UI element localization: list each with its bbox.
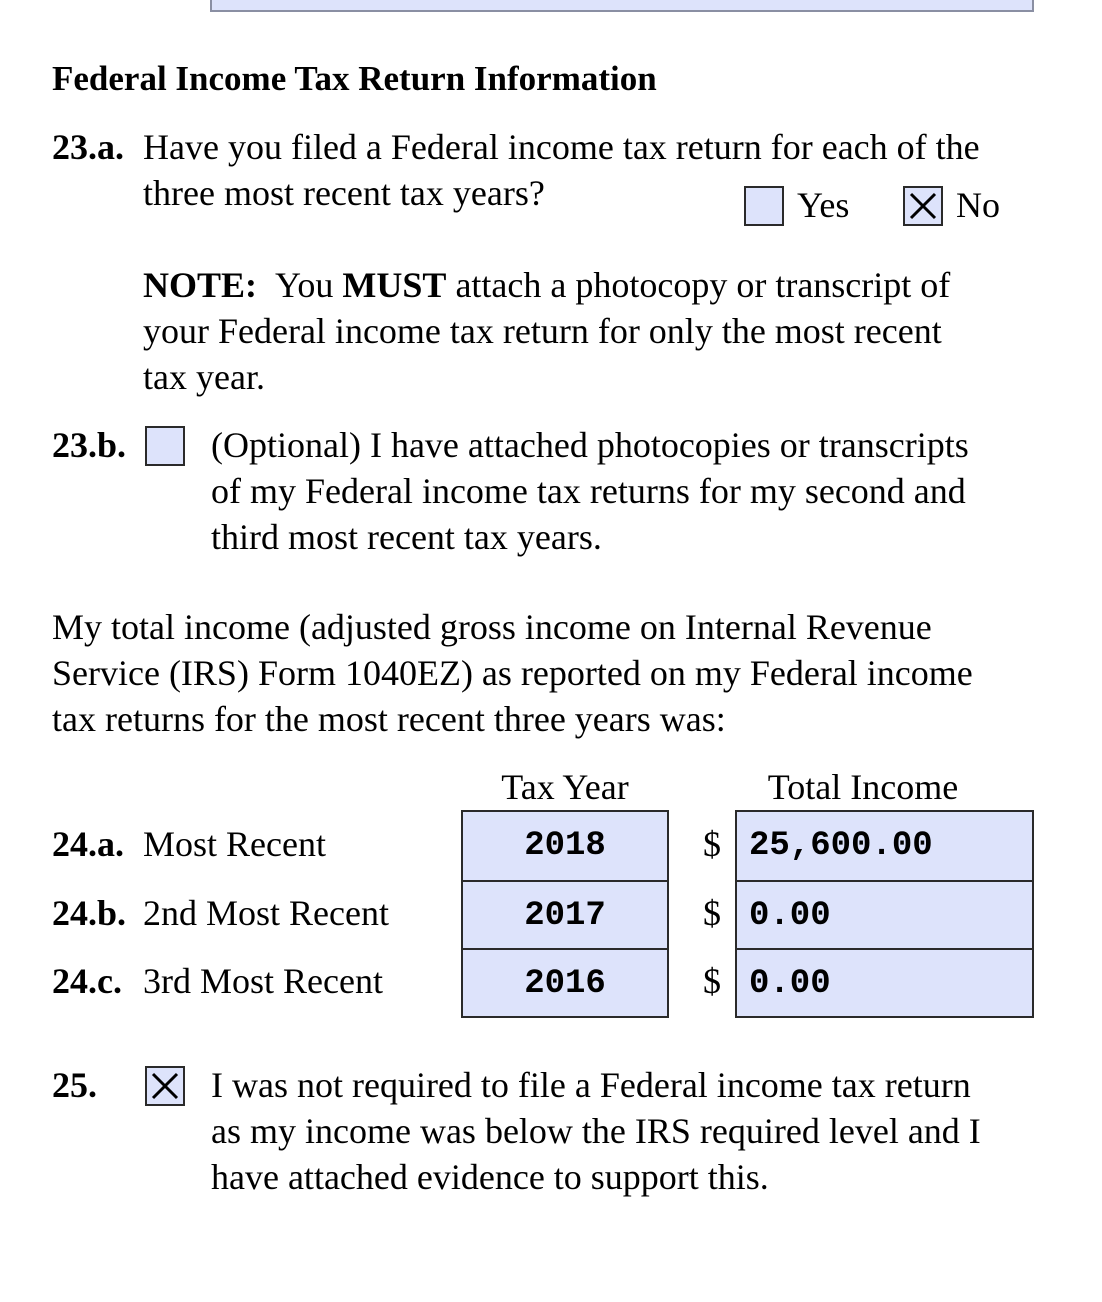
currency-symbol-24a: $ bbox=[703, 824, 721, 864]
row-label-24a: Most Recent bbox=[143, 824, 326, 864]
total-income-input-24a[interactable]: 25,600.00 bbox=[749, 827, 933, 865]
row-number-24c: 24.c. bbox=[52, 961, 122, 1001]
currency-symbol-24b: $ bbox=[703, 893, 721, 933]
tax-year-input-24b[interactable]: 2017 bbox=[463, 880, 667, 948]
note-line3: tax year. bbox=[143, 357, 265, 397]
row-number-24b: 24.b. bbox=[52, 893, 127, 933]
q23a-text-line1: Have you filed a Federal income tax return for each of the bbox=[143, 127, 980, 167]
note-line1 bbox=[143, 262, 950, 308]
q25-line1: I was not required to file a Federal income tax return bbox=[211, 1065, 971, 1105]
q23a-text-line2: three most recent tax years? bbox=[143, 173, 545, 213]
total-income-fields bbox=[735, 810, 1034, 1018]
q23b-number: 23.b. bbox=[52, 425, 127, 465]
check-x-icon bbox=[147, 1068, 183, 1104]
q25-line2: as my income was below the IRS required level and I bbox=[211, 1111, 981, 1151]
income-intro-line3: tax returns for the most recent three years was: bbox=[52, 699, 726, 739]
q23b-line1: (Optional) I have attached photocopies or transcripts bbox=[211, 425, 969, 465]
q25-checkbox[interactable] bbox=[145, 1066, 185, 1106]
row-label-24c: 3rd Most Recent bbox=[143, 961, 383, 1001]
check-x-icon bbox=[905, 188, 941, 224]
q23b-line3: third most recent tax years. bbox=[211, 517, 602, 557]
q25-line3: have attached evidence to support this. bbox=[211, 1157, 769, 1197]
note-line2: your Federal income tax return for only the most recent bbox=[143, 311, 942, 351]
no-label: No bbox=[956, 185, 1000, 225]
income-intro-line2: Service (IRS) Form 1040EZ) as reported on my Federal income bbox=[52, 653, 973, 693]
header-tax-year: Tax Year bbox=[501, 767, 629, 807]
q23b-line2: of my Federal income tax returns for my second and bbox=[211, 471, 966, 511]
tax-year-fields bbox=[461, 810, 669, 1018]
row-label-24b: 2nd Most Recent bbox=[143, 893, 389, 933]
tax-year-input-24a[interactable]: 2018 bbox=[524, 827, 606, 865]
no-checkbox[interactable] bbox=[903, 186, 943, 226]
q23a-number: 23.a. bbox=[52, 127, 124, 167]
header-total-income: Total Income bbox=[767, 767, 959, 807]
note-pre: You bbox=[275, 265, 334, 305]
section-title: Federal Income Tax Return Information bbox=[52, 59, 657, 98]
previous-field[interactable] bbox=[210, 0, 1034, 12]
yes-label: Yes bbox=[797, 185, 850, 225]
note-emphasis: MUST bbox=[342, 265, 447, 305]
note-label: NOTE: bbox=[143, 265, 258, 305]
income-intro-line1: My total income (adjusted gross income on Internal Revenue bbox=[52, 607, 932, 647]
total-income-input-24b[interactable]: 0.00 bbox=[737, 880, 1032, 948]
currency-symbol-24c: $ bbox=[703, 961, 721, 1001]
tax-year-input-24c[interactable]: 2016 bbox=[463, 948, 667, 1016]
q23b-checkbox[interactable] bbox=[145, 426, 185, 466]
q25-number: 25. bbox=[52, 1065, 97, 1105]
row-number-24a: 24.a. bbox=[52, 824, 124, 864]
note-post: attach a photocopy or transcript of bbox=[455, 265, 951, 305]
yes-checkbox[interactable] bbox=[744, 186, 784, 226]
total-income-input-24c[interactable]: 0.00 bbox=[737, 948, 1032, 1016]
